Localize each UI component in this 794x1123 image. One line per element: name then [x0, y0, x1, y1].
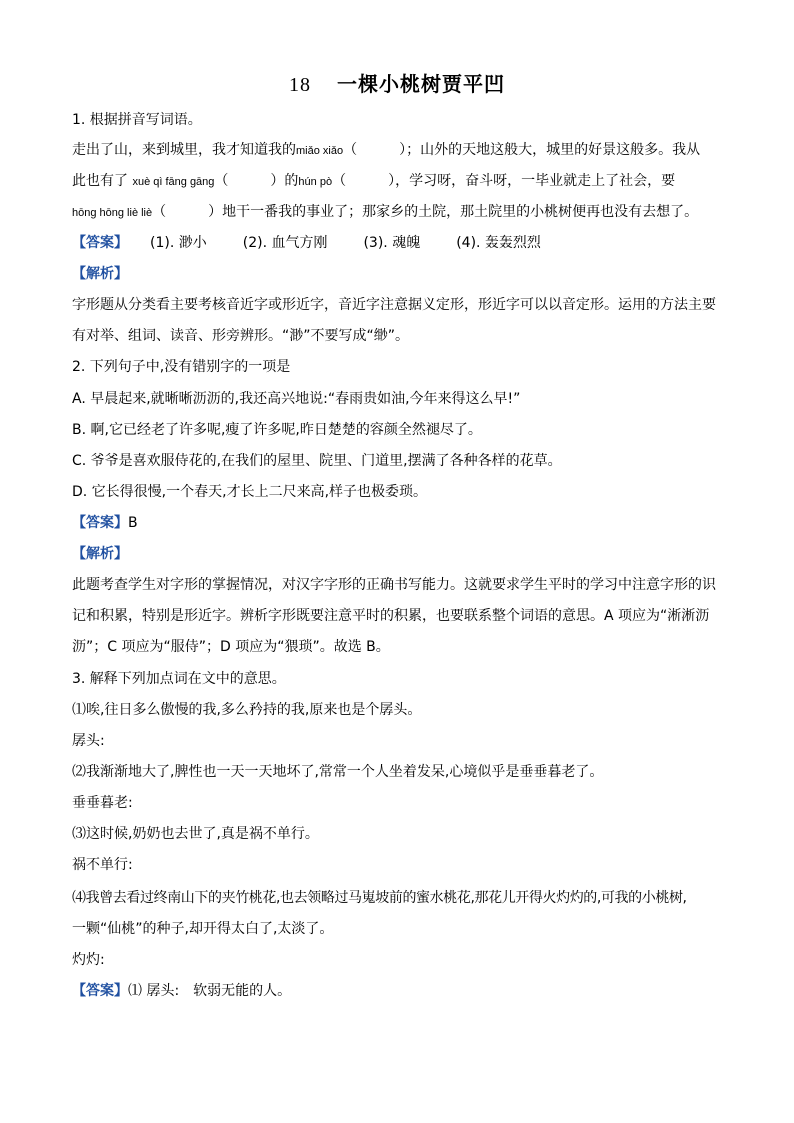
pinyin: miǎo xiǎo [296, 145, 344, 157]
q3-item4-line-1: ⑷我曾去看过终南山下的夹竹桃花,也去领略过马嵬坡前的蜜水桃花,那花儿开得火灼灼的,可我的小桃树, [72, 890, 687, 906]
answer-item: (2). 血气方刚 [242, 235, 328, 251]
q1-line-2 [72, 171, 732, 192]
pinyin: xuè qì fāng gāng [132, 176, 215, 188]
q1-text: （ ）地干一番我的事业了；那家乡的土院，那土院里的小桃树便再也没有去想了。 [152, 204, 699, 220]
answer-label: 【答案】 [72, 515, 128, 531]
answer-item: (4). 轰轰烈烈 [456, 235, 541, 251]
q2-option-a: A. 早晨起来,就晰晰沥沥的,我还高兴地说:“春雨贵如油,今年来得这么早!” [72, 391, 521, 407]
q1-analysis-label [72, 264, 732, 284]
q2-analysis-line: 记和积累，特别是形近字。辨析字形既要注意平时的积累，也要联系整个词语的意思。A 项应为“淅淅沥 [72, 608, 710, 624]
q1-answer [72, 233, 732, 253]
q2-prompt: 2. 下列句子中,没有错别字的一项是 [72, 359, 291, 375]
answer-label: 【答案】 [72, 983, 128, 999]
q1-text: （ ）；山外的天地这般大，城里的好景这般多。我从 [343, 142, 701, 158]
q3-prompt: 3. 解释下列加点词在文中的意思。 [72, 671, 286, 687]
q1-prompt: 1. 根据拼音写词语。 [72, 112, 202, 128]
answer-value: ⑴ 孱头: 软弱无能的人。 [128, 983, 292, 999]
analysis-label: 【解析】 [72, 266, 128, 282]
q1-line-3 [72, 202, 732, 223]
lesson-title: 一棵小桃树贾平凹 [337, 72, 505, 96]
q2-option-c: C. 爷爷是喜欢服侍花的,在我们的屋里、院里、门道里,摆满了各种各样的花草。 [72, 453, 562, 469]
q1-text: 走出了山，来到城里，我才知道我的 [72, 142, 296, 158]
q3-item-sentence: ⑴唉,往日多么傲慢的我,多么矜持的我,原来也是个孱头。 [72, 702, 422, 718]
pinyin: hōng hōng liè liè [72, 207, 153, 219]
lesson-number: 18 [289, 74, 311, 96]
q2-option-b: B. 啊,它已经老了许多呢,瘦了许多呢,昨日楚楚的容颜全然褪尽了。 [72, 422, 482, 438]
q1-line-1 [72, 140, 732, 161]
q2-analysis-line: 此题考查学生对字形的掌握情况，对汉字字形的正确书写能力。这就要求学生平时的学习中注意字形的识 [72, 577, 716, 593]
answer-item: (1). 渺小 [150, 235, 207, 251]
pinyin: hún pò [298, 176, 333, 188]
q3-item-label: 祸不单行: [72, 857, 133, 873]
q1-text: （ ），学习呀，奋斗呀，一毕业就走上了社会，要 [332, 173, 676, 189]
q3-item-sentence: ⑶这时候,奶奶也去世了,真是祸不单行。 [72, 826, 319, 842]
q3-item-sentence: ⑵我渐渐地大了,脾性也一天一天地坏了,常常一个人坐着发呆,心境似乎是垂垂暮老了。 [72, 764, 604, 780]
analysis-label: 【解析】 [72, 546, 128, 562]
answer-value: B [128, 515, 138, 531]
q3-answer [72, 981, 732, 1001]
q1-analysis-line: 字形题从分类看主要考核音近字或形近字，音近字注意据义定形，形近字可以以音定形。运用的方法主要 [72, 297, 716, 313]
q3-item-label: 孱头: [72, 733, 105, 749]
q2-analysis-line: 沥”；C 项应为“服侍”；D 项应为“猥琐”。故选 B。 [72, 639, 390, 655]
answer-label: 【答案】 [72, 235, 128, 251]
q3-item4-line-2: 一颗“仙桃”的种子,却开得太白了,太淡了。 [72, 921, 334, 937]
q1-text: 此也有了 [72, 173, 128, 189]
q1-text: （ ）的 [214, 173, 299, 189]
answer-item: (3). 魂魄 [363, 235, 421, 251]
q3-item4-label: 灼灼: [72, 952, 105, 968]
q2-option-d: D. 它长得很慢,一个春天,才长上二尺来高,样子也极委琐。 [72, 484, 428, 500]
q3-item-label: 垂垂暮老: [72, 795, 133, 811]
page-title [0, 68, 794, 97]
q1-analysis-line: 有对举、组词、读音、形旁辨形。“渺”不要写成“缈”。 [72, 328, 410, 344]
q2-answer [72, 513, 732, 533]
q2-analysis-label [72, 544, 732, 564]
